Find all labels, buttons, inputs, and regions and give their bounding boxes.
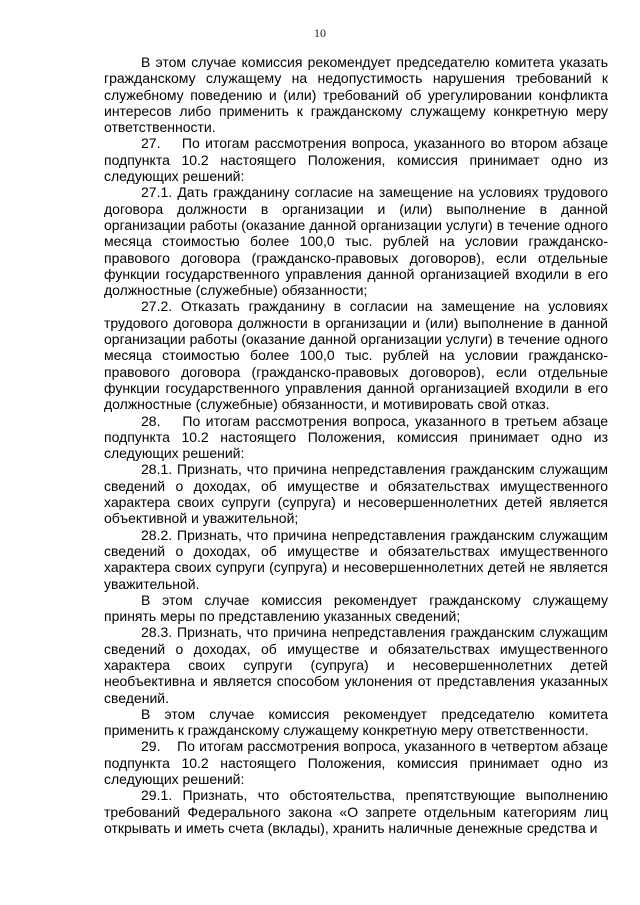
paragraph-commission-recommendation: В этом случае комиссия рекомендует председателю комитета указать гражданскому служащему на недопустимость нарушения требований к служебному поведению и (или) требований об урегулировании конфликта интересов либо применить к гражданскому служащему конкретную меру ответственности. — [104, 54, 608, 136]
paragraph-27: 27. По итогам рассмотрения вопроса, указанного во втором абзаце подпункта 10.2 настоящего Положения, комиссия принимает одно из следующих решений: — [104, 135, 608, 185]
paragraph-28-1: 28.1. Признать, что причина непредставления гражданским служащим сведений о доходах, об имуществе и обязательствах имущественного характера своих супруги (супруга) и несовершеннолетних детей является объективной и уважительной; — [104, 461, 608, 527]
paragraph-28-2-recommendation: В этом случае комиссия рекомендует гражданскому служащему принять меры по представлению указанных сведений; — [104, 591, 608, 625]
paragraph-27-1: 27.1. Дать гражданину согласие на замещение на условиях трудового договора должности в организации и (или) выполнение в данной организации работы (оказание данной организации услуги) в течение одного месяца стоимостью более 100,0 тыс. рублей на условии гражданско-правового договора (гражданско-правовых договоров), если отдельные функции государственного управления данной организацией входили в его должностные (служебные) обязанности; — [104, 184, 608, 299]
paragraph-28-3: 28.3. Признать, что причина непредставления гражданским служащим сведений о доходах, об имуществе и обязательствах имущественного характера своих супруги (супруга) и несовершеннолетних детей необъективна и является способом уклонения от представления указанных сведений. — [104, 624, 608, 706]
paragraph-29-1: 29.1. Признать, что обстоятельства, препятствующие выполнению требований Федерального закона «О запрете отдельным категориям лиц открывать и иметь счета (вклады), хранить наличные денежные средства и — [104, 787, 608, 836]
paragraph-28-3-recommendation: В этом случае комиссия рекомендует председателю комитета применить к гражданскому служащему конкретную меру ответственности. — [104, 705, 608, 739]
page-number: 10 — [314, 26, 326, 40]
paragraph-27-2: 27.2. Отказать гражданину в согласии на замещение на условиях трудового договора должности в организации и (или) выполнение в данной организации работы (оказание данной организации услуги) в течение одного месяца стоимостью более 100,0 тыс. рублей на условии гражданско-правового договора (гражданско-правовых договоров), если отдельные функции государственного управления данной организацией входили в его должностные (служебные) обязанности, и мотивировать свой отказ. — [104, 298, 608, 413]
paragraph-28-2: 28.2. Признать, что причина непредставления гражданским служащим сведений о доходах, об имуществе и обязательствах имущественного характера своих супруги (супруга) и несовершеннолетних детей не является уважительной. — [104, 526, 608, 592]
document-body — [104, 54, 608, 836]
paragraph-29: 29. По итогам рассмотрения вопроса, указанного в четвертом абзаце подпункта 10.2 настоящего Положения, комиссия принимает одно из следующих решений: — [104, 738, 608, 788]
paragraph-28: 28. По итогам рассмотрения вопроса, указанного в третьем абзаце подпункта 10.2 настоящего Положения, комиссия принимает одно из следующих решений: — [104, 412, 608, 462]
